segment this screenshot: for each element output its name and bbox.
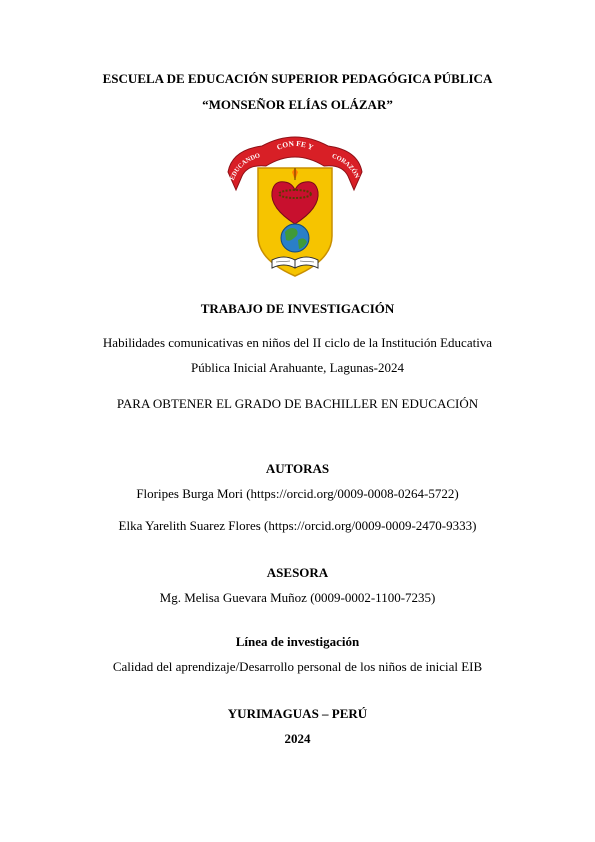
year: 2024	[284, 731, 311, 746]
ribbon-text-top: CON FE Y	[275, 138, 315, 152]
author-1: Floripes Burga Mori (https://orcid.org/0009-0008-0264-5722)	[136, 486, 459, 501]
ribbon-text-left: EDUCANDO	[228, 152, 261, 182]
authors-heading: AUTORAS	[265, 461, 330, 476]
institution-emblem	[224, 128, 366, 280]
institution-name-line2: “MONSEÑOR ELÍAS OLÁZAR”	[202, 97, 393, 112]
degree-purpose: PARA OBTENER EL GRADO DE BACHILLER EN EDUCACIÓN	[116, 396, 479, 411]
ribbon-text-right: CORAZÓN	[330, 152, 361, 180]
institution-name-line1: ESCUELA DE EDUCACIÓN SUPERIOR PEDAGÓGICA PÚBLICA	[102, 71, 493, 86]
place: YURIMAGUAS – PERÚ	[227, 706, 368, 721]
author-2: Elka Yarelith Suarez Flores (https://orcid.org/0009-0009-2470-9333)	[118, 518, 477, 533]
work-title-line1: Habilidades comunicativas en niños del II ciclo de la Institución Educativa	[102, 335, 493, 350]
research-line-heading: Línea de investigación	[235, 634, 360, 649]
advisor-name: Mg. Melisa Guevara Muñoz (0009-0002-1100-7235)	[159, 590, 436, 605]
advisor-heading: ASESORA	[266, 565, 329, 580]
work-title-line2: Pública Inicial Arahuante, Lagunas-2024	[191, 360, 404, 375]
globe-icon	[281, 224, 309, 252]
work-type-heading: TRABAJO DE INVESTIGACIÓN	[200, 301, 395, 316]
research-line-text: Calidad del aprendizaje/Desarrollo personal de los niños de inicial EIB	[112, 659, 483, 674]
